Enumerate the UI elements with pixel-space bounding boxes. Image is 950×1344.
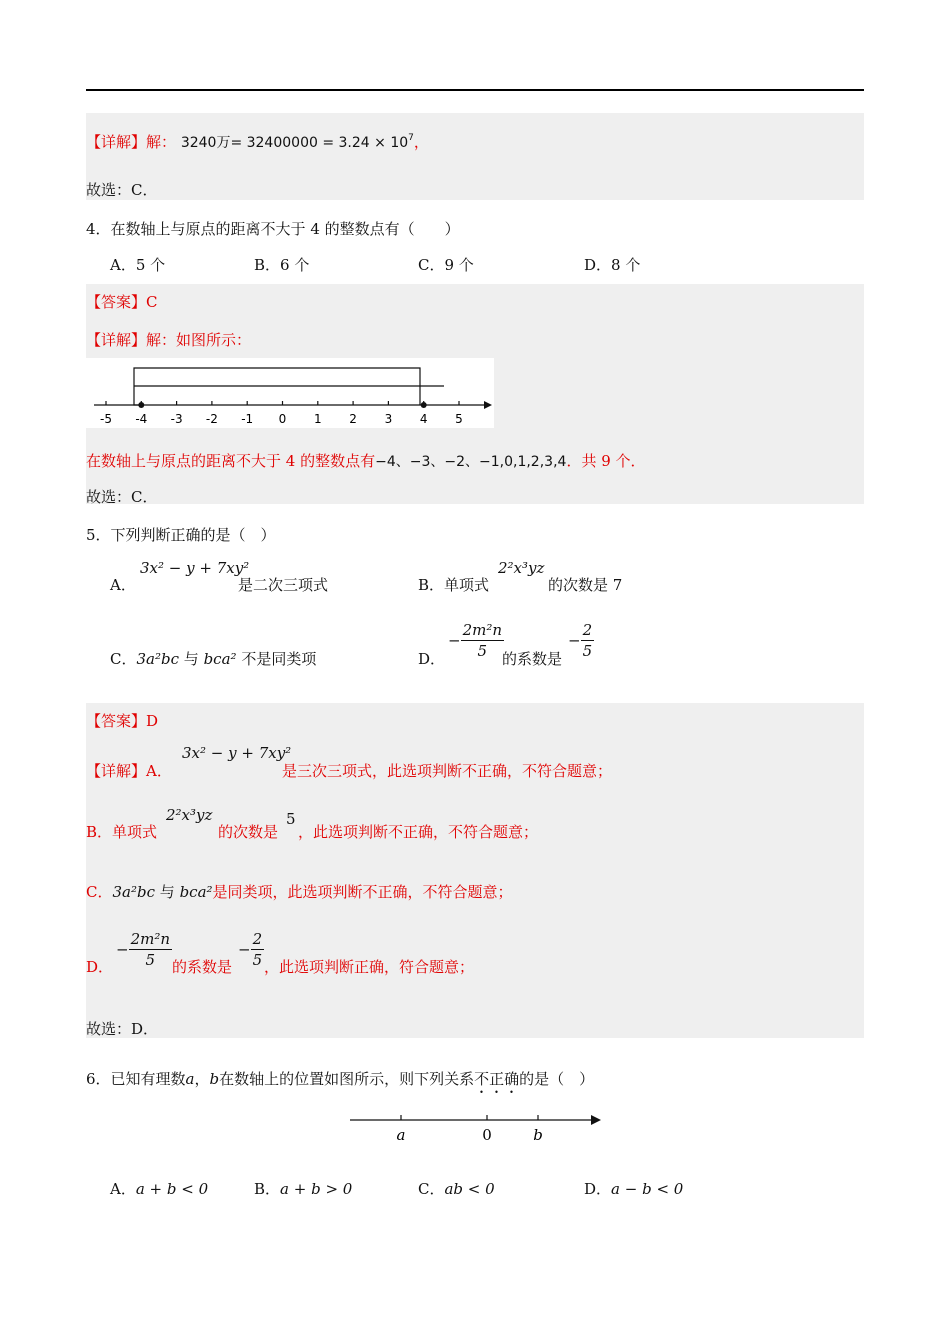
q5-option-d-text: 的系数是 <box>502 650 563 668</box>
q5-detail-b-expr: 2²x³yz <box>166 806 213 824</box>
q5-option-c: C．3a²bc 与 bca² 不是同类项 <box>110 650 317 668</box>
q5-detail-c: C．3a²bc 与 bca²是同类项，此选项判断不正确，不符合题意； <box>86 883 513 901</box>
q5-option-a-expr: 3x² − y + 7xy² <box>140 559 250 577</box>
q6-stem: 6．已知有理数a，b在数轴上的位置如图所示，则下列关系不正确的是（ ） <box>86 1070 595 1088</box>
tick-label: 2 <box>349 412 357 426</box>
q5-answer: 【答案】D <box>86 712 159 730</box>
q4-conclusion: 在数轴上与原点的距离不大于 4 的整数点有−4、−3、−2、−1,0,1,2,3,4．共 9 个． <box>86 452 646 470</box>
q4-option-a: A．5 个 <box>110 256 166 274</box>
q3-detail-line: 【详解】解： 3240万= $32400000 = 3.24 \times 10^7$， <box>86 133 429 151</box>
emphasis-text: 不正确 <box>474 1070 520 1088</box>
q5-option-b-text: 的次数是 7 <box>548 576 623 594</box>
q5-choose: 故选：D． <box>86 1020 159 1038</box>
q5-option-a-label: A． <box>110 576 136 594</box>
q6-number-line <box>345 1106 605 1146</box>
q4-option-d: D．8 个 <box>584 256 641 274</box>
q5-detail-a-text: 是三次三项式，此选项判断不正确，不符合题意； <box>282 762 613 780</box>
q3-solution-box <box>86 113 864 200</box>
q4-number-line-figure <box>86 358 494 428</box>
q6-label-b: b <box>533 1126 543 1144</box>
tick-label: -5 <box>100 412 112 426</box>
q5-option-b-expr: 2²x³yz <box>498 559 545 577</box>
q5-detail-b-text: ，此选项判断不正确，不符合题意； <box>298 823 539 841</box>
q5-detail-d-coef: − $\frac{2}{5}$ <box>238 930 263 969</box>
q6-label-a: a <box>396 1126 406 1144</box>
axis-arrow <box>484 401 492 409</box>
marked-point <box>138 402 144 408</box>
tick-label: 3 <box>384 412 393 426</box>
detail-prefix: 解： <box>146 133 177 151</box>
q5-detail-d-text: ，此选项判断正确，符合题意； <box>264 958 475 976</box>
q6-option-c: C．ab < 0 <box>418 1180 495 1198</box>
q6-option-a: A．a + b < 0 <box>110 1180 209 1198</box>
tick-label: -3 <box>170 412 183 426</box>
q6-axis-arrow <box>591 1115 601 1125</box>
tick-label: -1 <box>241 412 254 426</box>
number-line-svg <box>86 358 494 428</box>
q4-option-b: B．6 个 <box>254 256 310 274</box>
tick-label: 0 <box>278 412 287 426</box>
q5-stem: 5．下列判断正确的是（ ） <box>86 526 276 544</box>
q5-detail-d-label: D． <box>86 958 114 976</box>
q5-detail-a-expr: 3x² − y + 7xy² <box>182 744 292 762</box>
q6-option-b: B．a + b > 0 <box>254 1180 353 1198</box>
q5-option-d-label: D． <box>418 650 446 668</box>
tick-label: 1 <box>313 412 322 426</box>
q5-option-a-text: 是二次三项式 <box>238 576 329 594</box>
q4-answer: 【答案】C <box>86 293 158 311</box>
q5-option-b-label: B．单项式 <box>418 576 490 594</box>
q5-detail-a-label: 【详解】A． <box>86 762 172 780</box>
q5-detail-d-mid: 的系数是 <box>172 958 233 976</box>
tick-label: -2 <box>205 412 218 426</box>
detail-label: 【详解】 <box>86 133 147 151</box>
q6-label-0: 0 <box>482 1126 492 1144</box>
q3-choose: 故选：C． <box>86 181 158 199</box>
q5-detail-b-mid: 的次数是 <box>218 823 279 841</box>
q5-option-d-coef: − $\frac{2}{5}$ <box>568 621 593 660</box>
tick-label: 4 <box>419 412 428 426</box>
q3-expression: 3240万= $32400000 = 3.24 \times 10^7$ <box>180 133 414 151</box>
tick-label: 5 <box>455 412 463 426</box>
q4-detail: 【详解】解：如图所示： <box>86 331 252 349</box>
q4-option-c: C．9 个 <box>418 256 474 274</box>
q4-stem: 4．在数轴上与原点的距离不大于 4 的整数点有（ ） <box>86 220 460 238</box>
tick-label: -4 <box>135 412 148 426</box>
q5-detail-b-label: B．单项式 <box>86 823 158 841</box>
q6-option-d: D．a − b < 0 <box>584 1180 684 1198</box>
q5-detail-d-fraction: − $\frac{\text{2m²n}}{5}$ <box>116 930 171 969</box>
header-rule <box>86 89 864 91</box>
q5-option-d-fraction: − $\frac{\text{2m²n}}{5}$ <box>448 621 503 660</box>
marked-point <box>421 402 427 408</box>
q4-choose: 故选：C． <box>86 488 158 506</box>
q5-detail-b-value: 5 <box>286 810 296 828</box>
